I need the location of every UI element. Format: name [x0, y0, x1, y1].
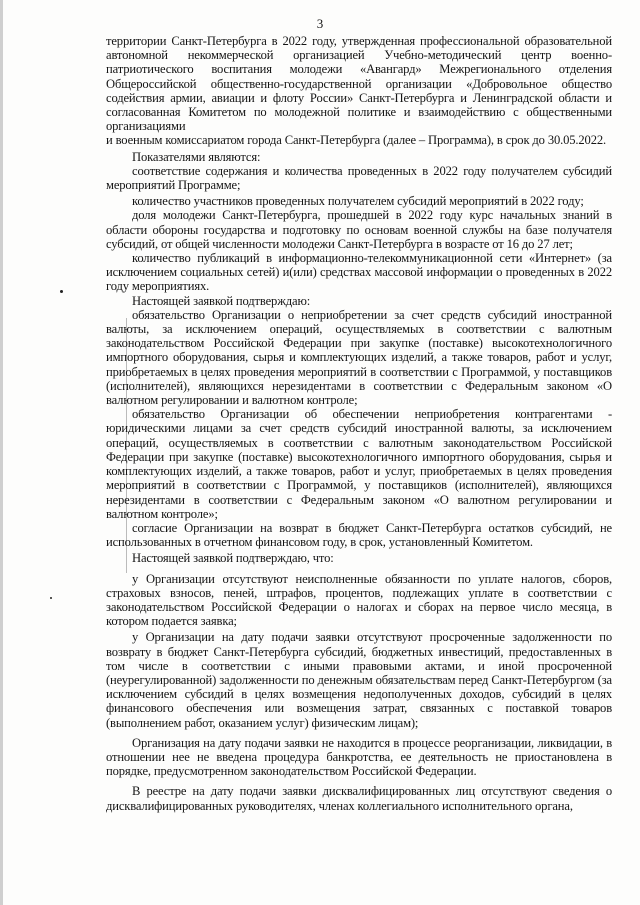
- paragraph: и военным комиссариатом города Санкт-Петербурга (далее – Программа), в срок до 30.05.2022.: [106, 133, 606, 148]
- paragraph: территории Санкт-Петербурга в 2022 году, утвержденная профессиональной образовательной автономной некоммерческой организацией Учебно-методический центр военно-патриотического воспитания молодежи «Авангард» Межрегионального отделения Общероссийской общественно-государственной организации «Добровольное общество содействия армии, авиации и флоту России» Санкт-Петербурга и Ленинградской области и согласованная Комитетом по молодежной политике и взаимодействию с общественными организациями: [106, 34, 612, 134]
- paragraph: у Организации отсутствуют неисполненные обязанности по уплате налогов, сборов, страховых взносов, пеней, штрафов, процентов, подлежащих уплате в соответствии с законодательством Российской Федерации о налогах и сборах на первое число месяца, в котором подается заявка;: [106, 571, 612, 629]
- paragraph: количество участников проведенных получателем субсидий мероприятий в 2022 году;: [132, 194, 584, 209]
- paragraph: Организация на дату подачи заявки не находится в процессе реорганизации, ликвидации, в отношении нее не введена процедура банкротства, ее деятельность не приостановлена в порядке, предусмотренном законодательством Российской Федерации.: [106, 735, 612, 779]
- paragraph: соответствие содержания и количества проведенных в 2022 году получателем субсидий мероприятий Программе;: [106, 163, 612, 193]
- paragraph: Настоящей заявкой подтверждаю:: [132, 293, 311, 308]
- paragraph: В реестре на дату подачи заявки дисквалифицированных лиц отсутствуют сведения о дисквалифицированных руководителях, членах коллегиального исполнительного органа,: [106, 784, 612, 813]
- scan-left-edge: [0, 0, 3, 905]
- paragraph: Показателями являются:: [132, 149, 261, 164]
- paragraph: обязательство Организации о неприобретении за счет средств субсидий иностранной валюты, за исключением операций, осуществляемых в соответствии с валютным законодательством Российской Федерации при закупке (поставке) высокотехнологичного импортного оборудования, сырья и комплектующих изделий, а также товаров, работ и услуг, приобретаемых в целях проведения мероприятий в соответствии с Программой, у поставщиков (исполнителей), являющихся нерезидентами в соответствии с Федеральным законом «О валютном регулировании и валютном контроле;: [106, 307, 612, 408]
- scan-speck: [50, 597, 52, 599]
- paragraph: доля молодежи Санкт-Петербурга, прошедшей в 2022 году курс начальных знаний в области обороны государства и подготовку по основам военной службы на базе получателя субсидий, от общей численности молодежи Санкт-Петербурга в возрасте от 16 до 27 лет;: [106, 208, 612, 251]
- paragraph: обязательство Организации об обеспечении неприобретения контрагентами - юридическими лицами за счет средств субсидий иностранной валюты, за исключением операций, осуществляемых в соответствии с валютным законодательством Российской Федерации при закупке (поставке) высокотехнологичного импортного оборудования, сырья и комплектующих изделий, а также товаров, работ и услуг, приобретаемых в целях проведения мероприятий в соответствии с Программой, у поставщиков (исполнителей), являющихся нерезидентами в соответствии с Федеральным законом «О валютном регулировании и валютном контроле»;: [106, 407, 612, 521]
- scan-speck: [60, 290, 63, 293]
- paragraph: согласие Организации на возврат в бюджет Санкт-Петербурга остатков субсидий, не использованных в отчетном финансовом году, в срок, установленный Комитетом.: [106, 520, 612, 550]
- paragraph: Настоящей заявкой подтверждаю, что:: [132, 551, 334, 566]
- page-number: 3: [316, 16, 324, 31]
- paragraph: количество публикаций в информационно-телекоммуникационной сети «Интернет» (за исключением социальных сетей) и(или) средствах массовой информации о проведенных в 2022 году мероприятиях.: [106, 251, 612, 294]
- document-body: [106, 34, 612, 813]
- paragraph: у Организации на дату подачи заявки отсутствуют просроченные задолженности по возврату в бюджет Санкт-Петербурга субсидий, бюджетных инвестиций, предоставленных в том числе в соответствии с иными правовыми актами, и иной просроченной (неурегулированной) задолженности по денежным обязательствам перед Санкт-Петербургом (за исключением субсидий в целях возмещения недополученных доходов, субсидий в целях финансового обеспечения или возмещения затрат, связанных с поставкой товаров (выполнением работ, оказанием услуг) физическим лицам);: [106, 630, 612, 730]
